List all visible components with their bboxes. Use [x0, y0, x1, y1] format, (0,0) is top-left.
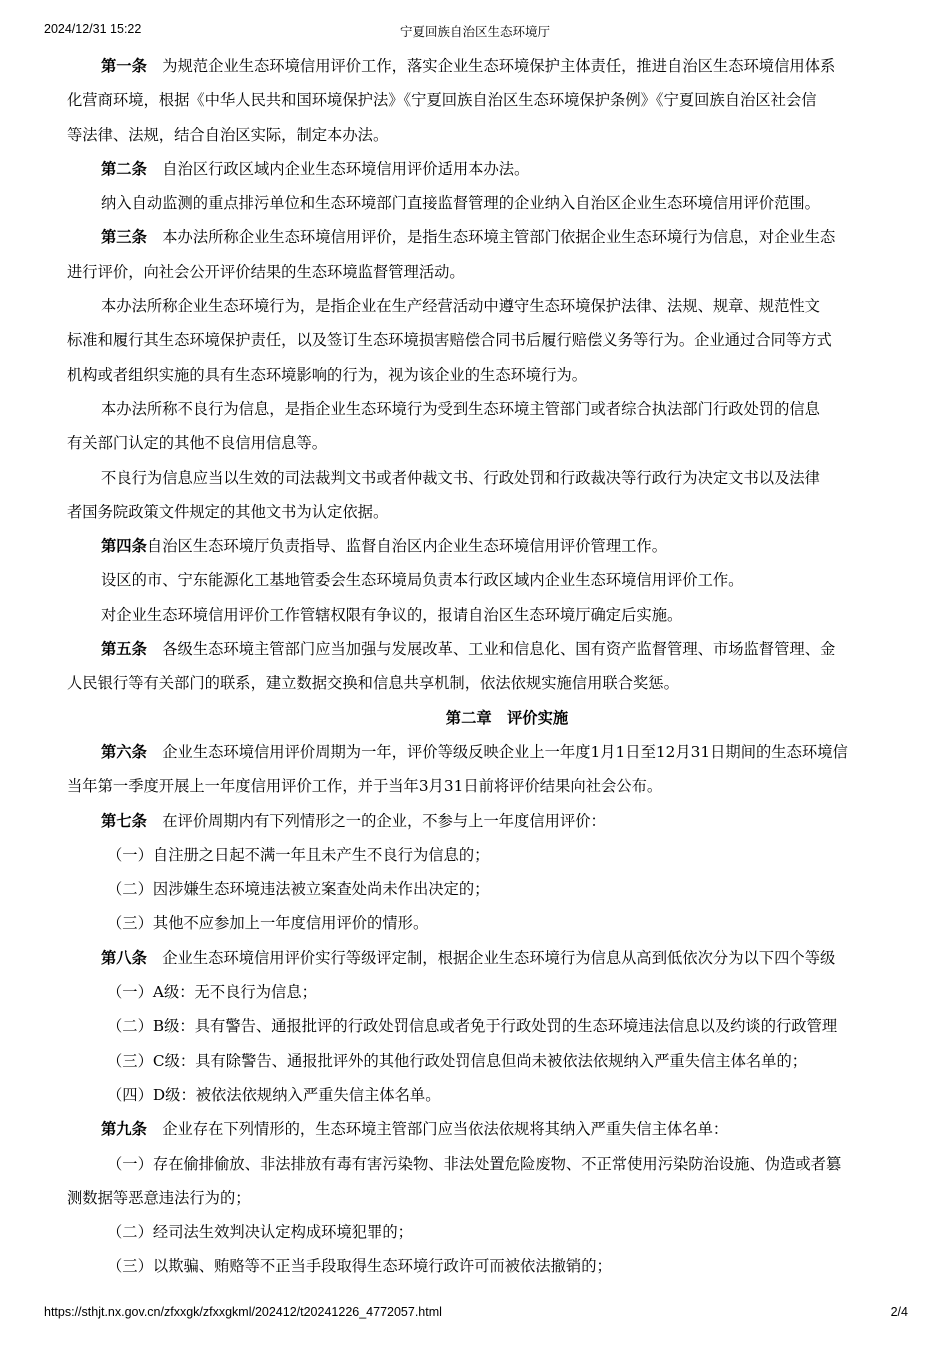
print-datetime: 2024/12/31 15:22: [44, 22, 142, 36]
article-3-p3-line-2: 有关部门认定的其他不良信用信息等。: [67, 434, 328, 453]
article-3-p2-line-1: 本办法所称企业生态环境行为，是指企业在生产经营活动中遵守生态环境保护法律、法规、规章、规范性文: [101, 297, 820, 316]
article-7-item-2: （二）因涉嫌生态环境违法被立案查处尚未作出决定的；: [107, 880, 490, 899]
article-6-line-1: 第六条 企业生态环境信用评价周期为一年，评价等级反映企业上一年度1月1日至12月31日期间的生态环境信: [101, 742, 848, 761]
article-3-p2-line-3: 机构或者组织实施的具有生态环境影响的行为，视为该企业的生态环境行为。: [67, 365, 588, 384]
article-8-label: 第八条: [101, 948, 147, 967]
article-9-item-3: （三）以欺骗、贿赂等不正当手段取得生态环境行政许可而被依法撤销的；: [107, 1257, 612, 1276]
article-3-p2-line-2: 标准和履行其生态环境保护责任，以及签订生态环境损害赔偿合同书后履行赔偿义务等行为。企业通过合同等方式: [67, 331, 832, 350]
article-9-item-1-line-2: 测数据等恶意违法行为的；: [67, 1188, 251, 1207]
page-url: https://sthjt.nx.gov.cn/zfxxgk/zfxxgkml/202412/t20241226_4772057.html: [44, 1305, 442, 1319]
page-number: 2/4: [890, 1305, 908, 1319]
article-7-line-1: 第七条 在评价周期内有下列情形之一的企业，不参与上一年度信用评价：: [101, 811, 606, 830]
article-7-item-3: （三）其他不应参加上一年度信用评价的情形。: [107, 914, 429, 933]
article-8-item-4: （四）D级：被依法依规纳入严重失信主体名单。: [107, 1085, 441, 1104]
article-3-line-2: 进行评价，向社会公开评价结果的生态环境监督管理活动。: [67, 262, 465, 281]
site-title: 宁夏回族自治区生态环境厅: [399, 24, 550, 39]
article-3-p4-line-2: 者国务院政策文件规定的其他文书为认定依据。: [67, 502, 389, 521]
article-7-item-1: （一）自注册之日起不满一年且未产生不良行为信息的；: [107, 845, 490, 864]
article-5-line-1: 第五条 各级生态环境主管部门应当加强与发展改革、工业和信息化、国有资产监督管理、市场监督管理、金: [101, 640, 836, 659]
article-1-line-3: 等法律、法规，结合自治区实际，制定本办法。: [67, 125, 389, 144]
article-4-paragraph-3: 对企业生态环境信用评价工作管辖权限有争议的，报请自治区生态环境厅确定后实施。: [101, 605, 683, 624]
article-3-line-1: 第三条 本办法所称企业生态环境信用评价，是指生态环境主管部门依据企业生态环境行为信息，对企业生态: [101, 228, 836, 247]
article-8-item-1: （一）A级：无不良行为信息；: [107, 983, 317, 1002]
article-7-label: 第七条: [101, 811, 147, 830]
chapter-2-heading: 第二章 评价实施: [445, 708, 569, 727]
article-1-line-1: 第一条 为规范企业生态环境信用评价工作，落实企业生态环境保护主体责任，推进自治区生态环境信用体系: [101, 57, 836, 75]
article-5-label: 第五条: [101, 640, 147, 659]
article-9-item-1-line-1: （一）存在偷排偷放、非法排放有毒有害污染物、非法处置危险废物、不正常使用污染防治设施、伪造或者篡: [107, 1154, 842, 1173]
article-3-p3-line-1: 本办法所称不良行为信息，是指企业生态环境行为受到生态环境主管部门或者综合执法部门行政处罚的信息: [101, 399, 820, 418]
article-9-label: 第九条: [101, 1120, 147, 1139]
article-3-p4-line-1: 不良行为信息应当以生效的司法裁判文书或者仲裁文书、行政处罚和行政裁决等行政行为决定文书以及法律: [101, 468, 820, 487]
article-4-line-1: 第四条自治区生态环境厅负责指导、监督自治区内企业生态环境信用评价管理工作。: [101, 537, 668, 556]
document-body: [67, 49, 907, 1276]
article-6-line-2: 当年第一季度开展上一年度信用评价工作，并于当年3月31日前将评价结果向社会公布。: [67, 777, 663, 796]
article-4-label: 第四条: [101, 537, 147, 556]
article-9-line-1: 第九条 企业存在下列情形的，生态环境主管部门应当依法依规将其纳入严重失信主体名单：: [101, 1120, 729, 1139]
article-2-line-1: 第二条 自治区行政区域内企业生态环境信用评价适用本办法。: [101, 159, 530, 178]
article-4-paragraph-2: 设区的市、宁东能源化工基地管委会生态环境局负责本行政区域内企业生态环境信用评价工作。: [101, 571, 744, 590]
article-9-item-2: （二）经司法生效判决认定构成环境犯罪的；: [107, 1223, 413, 1242]
article-2-paragraph-2: 纳入自动监测的重点排污单位和生态环境部门直接监督管理的企业纳入自治区企业生态环境信用评价范围。: [101, 194, 820, 213]
article-2-label: 第二条: [101, 159, 147, 178]
article-1-line-2: 化营商环境，根据《中华人民共和国环境保护法》《宁夏回族自治区生态环境保护条例》《宁夏回族自治区社会信: [67, 91, 817, 110]
article-8-line-1: 第八条 企业生态环境信用评价实行等级评定制，根据企业生态环境行为信息从高到低依次分为以下四个等级: [101, 948, 836, 967]
article-5-line-2: 人民银行等有关部门的联系，建立数据交换和信息共享机制，依法依规实施信用联合奖惩。: [67, 674, 679, 693]
article-3-label: 第三条: [101, 228, 147, 247]
article-6-label: 第六条: [101, 742, 147, 761]
article-8-item-3: （三）C级：具有除警告、通报批评外的其他行政处罚信息但尚未被依法依规纳入严重失信主体名单的；: [107, 1051, 808, 1070]
article-8-item-2: （二）B级：具有警告、通报批评的行政处罚信息或者免于行政处罚的生态环境违法信息以及约谈的行政管理: [107, 1017, 838, 1036]
article-1-label: 第一条: [101, 57, 147, 75]
